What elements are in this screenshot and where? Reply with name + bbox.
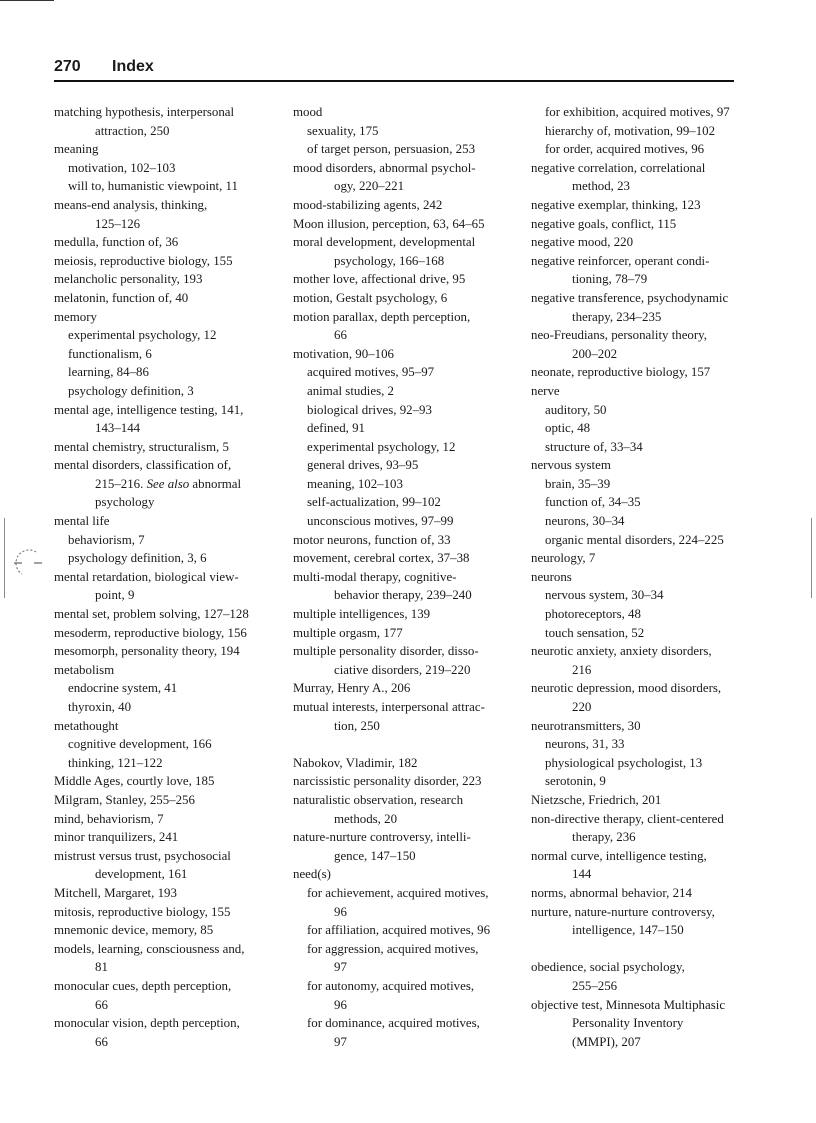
index-entry-continuation: 96 (334, 904, 347, 919)
index-subentry: for exhibition, acquired motives, 97 (545, 105, 730, 119)
index-entry-continuation: tion, 250 (334, 718, 380, 733)
index-subentry: neurons, 30–34 (545, 514, 625, 529)
index-entry-continuation: 200–202 (572, 346, 618, 361)
index-subentry: of target person, persuasion, 253 (307, 142, 476, 157)
index-subentry: meaning, 102–103 (307, 476, 403, 491)
index-subentry: thinking, 121–122 (68, 755, 163, 770)
right-margin-tick (811, 518, 812, 598)
index-entry: Middle Ages, courtly love, 185 (54, 774, 215, 789)
index-entry: meiosis, reproductive biology, 155 (54, 253, 233, 268)
index-entry-continuation: therapy, 234–235 (572, 309, 662, 324)
index-subentry: motivation, 102–103 (68, 160, 176, 175)
index-entry-continuation: 66 (334, 328, 347, 343)
index-entry: nature-nurture controversy, intelli- (293, 830, 471, 845)
index-entry: Mitchell, Margaret, 193 (54, 885, 177, 900)
index-entry-continuation: 255–256 (572, 978, 618, 993)
index-entry: negative correlation, correlational (531, 160, 706, 175)
index-subentry: psychology definition, 3 (68, 383, 194, 398)
index-entry: metabolism (54, 662, 115, 677)
index-entry: motion, Gestalt psychology, 6 (293, 290, 448, 305)
index-entry: mental set, problem solving, 127–128 (54, 607, 249, 622)
index-entry: Moon illusion, perception, 63, 64–65 (293, 216, 485, 231)
index-subentry: for order, acquired motives, 96 (545, 142, 705, 157)
letter-group-spacer (293, 735, 503, 754)
index-subentry: nervous system, 30–34 (545, 588, 664, 603)
index-entry: mood-stabilizing agents, 242 (293, 197, 443, 212)
letter-group-spacer (531, 940, 737, 959)
index-entry-continuation: therapy, 236 (572, 830, 636, 845)
registration-mark-icon (12, 548, 42, 578)
index-subentry: hierarchy of, motivation, 99–102 (545, 123, 716, 138)
index-subentry: experimental psychology, 12 (307, 439, 456, 454)
index-entry: nervous system (531, 458, 611, 473)
index-subentry: biological drives, 92–93 (307, 402, 432, 417)
index-entry-continuation: behavior therapy, 239–240 (334, 588, 472, 603)
index-entry: neurotic depression, mood disorders, (531, 681, 722, 696)
index-entry: models, learning, consciousness and, (54, 941, 245, 956)
index-entry: naturalistic observation, research (293, 792, 464, 807)
index-subentry: touch sensation, 52 (545, 625, 645, 640)
index-entry: mother love, affectional drive, 95 (293, 272, 466, 287)
index-entry-continuation (54, 475, 264, 494)
index-subentry: brain, 35–39 (545, 476, 611, 491)
left-margin-tick (4, 518, 5, 598)
index-subentry: will to, humanistic viewpoint, 11 (68, 179, 238, 194)
index-entry: normal curve, intelligence testing, (531, 848, 707, 863)
index-entry-continuation: 143–144 (95, 421, 141, 436)
index-entry: need(s) (293, 867, 331, 882)
index-entry: mesoderm, reproductive biology, 156 (54, 625, 247, 640)
index-subentry: for aggression, acquired motives, (307, 941, 479, 956)
corner-rule (0, 0, 54, 1)
index-entry: mental disorders, classification of, (54, 458, 232, 473)
index-entry: mitosis, reproductive biology, 155 (54, 904, 231, 919)
index-subentry: structure of, 33–34 (545, 439, 643, 454)
index-column-2 (293, 103, 503, 1051)
index-subentry: function of, 34–35 (545, 495, 641, 510)
index-subentry: organic mental disorders, 224–225 (545, 532, 724, 547)
index-entry: Nietzsche, Friedrich, 201 (531, 792, 662, 807)
entry-text: 215–216. (95, 476, 144, 491)
index-entry: minor tranquilizers, 241 (54, 830, 179, 845)
index-subentry: self-actualization, 99–102 (307, 495, 441, 510)
index-entry-continuation: 220 (572, 700, 592, 714)
index-subentry: neurons, 31, 33 (545, 737, 625, 752)
index-entry-continuation: 144 (572, 867, 592, 882)
index-entry-continuation: attraction, 250 (95, 123, 170, 138)
index-entry: negative exemplar, thinking, 123 (531, 197, 701, 212)
index-entry: Nabokov, Vladimir, 182 (293, 755, 418, 770)
index-entry: negative mood, 220 (531, 235, 634, 250)
index-entry: meaning (54, 142, 99, 157)
index-entry: obedience, social psychology, (531, 960, 685, 975)
index-entry-continuation: 97 (334, 1034, 347, 1049)
index-entry-continuation: (MMPI), 207 (572, 1034, 641, 1049)
see-also-text: See also (146, 476, 190, 491)
index-entry: monocular cues, depth perception, (54, 978, 232, 993)
index-entry: nurture, nature-nurture controversy, (531, 904, 715, 919)
index-entry: Murray, Henry A., 206 (293, 681, 411, 696)
index-subentry: physiological psychologist, 13 (545, 755, 703, 770)
index-subentry: for dominance, acquired motives, (307, 1016, 480, 1031)
index-entry: memory (54, 309, 97, 324)
index-entry: mind, behaviorism, 7 (54, 811, 164, 826)
index-entry: multiple personality disorder, disso- (293, 644, 479, 659)
index-entry: negative goals, conflict, 115 (531, 216, 677, 231)
see-also-target: abnormal (192, 476, 242, 491)
index-subentry: sexuality, 175 (307, 123, 379, 138)
index-entry: mental retardation, biological view- (54, 569, 239, 584)
index-entry: norms, abnormal behavior, 214 (531, 885, 692, 900)
page-header (54, 58, 734, 82)
index-entry-continuation: development, 161 (95, 867, 188, 882)
index-entry: motion parallax, depth perception, (293, 309, 471, 324)
index-entry: narcissistic personality disorder, 223 (293, 774, 482, 789)
index-entry-continuation: tioning, 78–79 (572, 272, 648, 287)
index-subentry: defined, 91 (307, 421, 365, 436)
index-entry-continuation: Personality Inventory (572, 1016, 684, 1031)
index-entry: movement, cerebral cortex, 37–38 (293, 551, 470, 566)
index-entry-continuation: 216 (572, 662, 592, 677)
index-subentry: general drives, 93–95 (307, 458, 419, 473)
index-entry: metathought (54, 718, 119, 733)
index-subentry: experimental psychology, 12 (68, 328, 217, 343)
index-entry: mesomorph, personality theory, 194 (54, 644, 240, 659)
index-subentry: acquired motives, 95–97 (307, 365, 435, 380)
index-entry: mnemonic device, memory, 85 (54, 923, 214, 938)
index-subentry: endocrine system, 41 (68, 681, 178, 696)
index-entry-continuation: 96 (334, 997, 347, 1012)
index-entry-continuation: 97 (334, 960, 347, 975)
index-entry-continuation: ogy, 220–221 (334, 179, 405, 194)
index-entry: motor neurons, function of, 33 (293, 532, 451, 547)
index-entry: mental age, intelligence testing, 141, (54, 402, 244, 417)
index-entry: neonate, reproductive biology, 157 (531, 365, 711, 380)
index-entry-continuation: methods, 20 (334, 811, 398, 826)
index-subentry: unconscious motives, 97–99 (307, 514, 454, 529)
index-entry-continuation: ciative disorders, 219–220 (334, 662, 471, 677)
index-subentry: optic, 48 (545, 421, 591, 436)
index-entry: mutual interests, interpersonal attrac- (293, 700, 485, 714)
index-entry: means-end analysis, thinking, (54, 197, 208, 212)
index-entry: negative transference, psychodynamic (531, 290, 729, 305)
index-subentry: auditory, 50 (545, 402, 607, 417)
index-entry-continuation: 66 (95, 1034, 108, 1049)
index-entry: Milgram, Stanley, 255–256 (54, 792, 195, 807)
index-entry-continuation: psychology (95, 495, 155, 510)
index-subentry: photoreceptors, 48 (545, 607, 641, 622)
index-subentry: serotonin, 9 (545, 774, 606, 789)
index-entry: neurons (531, 569, 572, 584)
index-entry-continuation: 81 (95, 960, 108, 975)
index-subentry: for achievement, acquired motives, (307, 885, 489, 900)
index-entry-continuation: 125–126 (95, 216, 141, 231)
index-entry-continuation: psychology, 166–168 (334, 253, 445, 268)
index-entry-continuation: 66 (95, 997, 108, 1012)
index-entry: multiple orgasm, 177 (293, 625, 403, 640)
index-subentry: for autonomy, acquired motives, (307, 978, 475, 993)
index-entry: medulla, function of, 36 (54, 235, 179, 250)
index-entry: mood (293, 105, 323, 119)
page-title: Index (112, 58, 154, 75)
index-entry-continuation: method, 23 (572, 179, 631, 194)
index-entry: neo-Freudians, personality theory, (531, 328, 708, 343)
index-entry: neurology, 7 (531, 551, 596, 566)
index-entry: mood disorders, abnormal psychol- (293, 160, 476, 175)
index-column-3 (531, 103, 737, 1051)
index-entry: multi-modal therapy, cognitive- (293, 569, 457, 584)
page-number: 270 (54, 58, 81, 75)
index-entry-continuation: gence, 147–150 (334, 848, 416, 863)
index-entry: melatonin, function of, 40 (54, 290, 189, 305)
index-subentry: learning, 84–86 (68, 365, 149, 380)
index-entry: negative reinforcer, operant condi- (531, 253, 710, 268)
index-subentry: animal studies, 2 (307, 383, 394, 398)
index-entry: objective test, Minnesota Multiphasic (531, 997, 726, 1012)
index-subentry: functionalism, 6 (68, 346, 152, 361)
index-entry: mistrust versus trust, psychosocial (54, 848, 231, 863)
index-entry: melancholic personality, 193 (54, 272, 203, 287)
index-entry: neurotic anxiety, anxiety disorders, (531, 644, 712, 659)
index-subentry: thyroxin, 40 (68, 700, 132, 714)
index-entry: mental chemistry, structuralism, 5 (54, 439, 229, 454)
index-entry-continuation: intelligence, 147–150 (572, 923, 684, 938)
index-subentry: behaviorism, 7 (68, 532, 145, 547)
index-entry: nerve (531, 383, 560, 398)
index-entry: mental life (54, 514, 110, 529)
index-entry-continuation: point, 9 (95, 588, 135, 603)
index-entry: moral development, developmental (293, 235, 476, 250)
index-subentry: psychology definition, 3, 6 (68, 551, 207, 566)
index-entry: motivation, 90–106 (293, 346, 394, 361)
index-entry: non-directive therapy, client-centered (531, 811, 724, 826)
index-entry: multiple intelligences, 139 (293, 607, 431, 622)
index-entry: monocular vision, depth perception, (54, 1016, 240, 1031)
index-entry: matching hypothesis, interpersonal (54, 105, 235, 119)
index-column-1 (54, 103, 264, 1051)
index-subentry: cognitive development, 166 (68, 737, 212, 752)
index-subentry: for affiliation, acquired motives, 96 (307, 923, 491, 938)
index-entry: neurotransmitters, 30 (531, 718, 641, 733)
